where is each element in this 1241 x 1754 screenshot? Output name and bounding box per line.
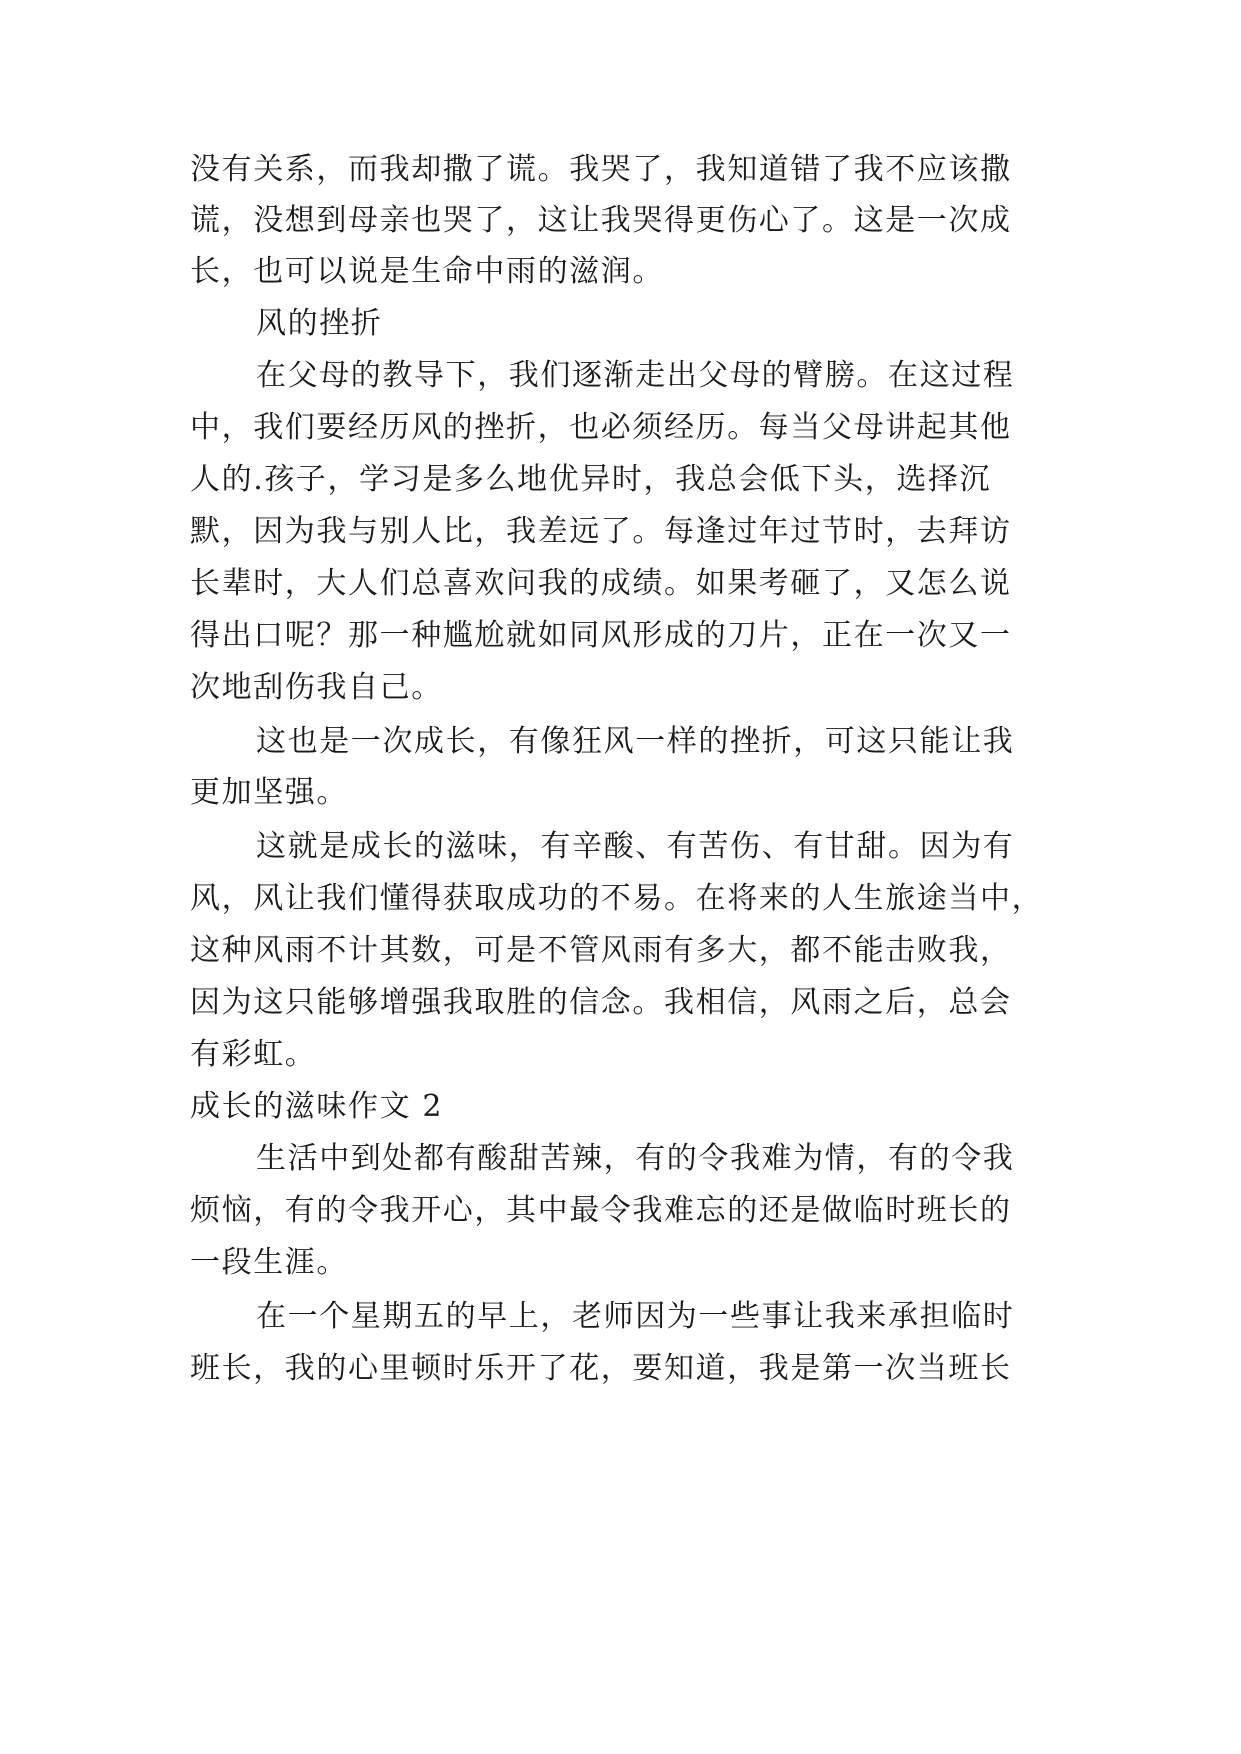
text-line: 中，我们要经历风的挫折，也必须经历。每当父母讲起其他 <box>190 410 1012 445</box>
text-line: 班长，我的心里顿时乐开了花，要知道，我是第一次当班长 <box>190 1351 1012 1386</box>
text-line: 因为这只能够增强我取胜的信念。我相信，风雨之后，总会 <box>190 985 1012 1020</box>
text-line: 更加坚强。 <box>190 775 348 810</box>
text-line: 这种风雨不计其数，可是不管风雨有多大，都不能击败我， <box>190 933 1012 968</box>
text-line: 有彩虹。 <box>190 1037 317 1072</box>
text-line: 烦恼，有的令我开心，其中最令我难忘的还是做临时班长的 <box>190 1193 1012 1228</box>
text-line: 生活中到处都有酸甜苦辣，有的令我难为情，有的令我 <box>256 1141 1015 1176</box>
text-line: 风，风让我们懂得获取成功的不易。在将来的人生旅途当中， <box>190 881 1044 916</box>
article-title: 成长的滋味作文 2 <box>190 1089 444 1124</box>
text-line: 这也是一次成长，有像狂风一样的挫折，可这只能让我 <box>256 724 1015 759</box>
text-line: 一段生涯。 <box>190 1245 348 1280</box>
text-line: 默，因为我与别人比，我差远了。每逢过年过节时，去拜访 <box>190 514 1012 549</box>
text-line: 没有关系，而我却撒了谎。我哭了，我知道错了我不应该撒 <box>190 152 1012 187</box>
section-heading: 风的挫折 <box>256 306 383 341</box>
text-line: 次地刮伤我自己。 <box>190 670 443 705</box>
text-line: 谎，没想到母亲也哭了，这让我哭得更伤心了。这是一次成 <box>190 203 1012 238</box>
text-line: 人的.孩子，学习是多么地优异时，我总会低下头，选择沉 <box>190 462 992 497</box>
text-line: 长辈时，大人们总喜欢问我的成绩。如果考砸了，又怎么说 <box>190 566 1012 601</box>
text-line: 这就是成长的滋味，有辛酸、有苦伤、有甘甜。因为有 <box>256 829 1015 864</box>
text-line: 长，也可以说是生命中雨的滋润。 <box>190 254 664 289</box>
text-line: 得出口呢？那一种尴尬就如同风形成的刀片，正在一次又一 <box>190 618 1012 653</box>
text-line: 在一个星期五的早上，老师因为一些事让我来承担临时 <box>256 1299 1015 1334</box>
text-line: 在父母的教导下，我们逐渐走出父母的臂膀。在这过程 <box>256 358 1015 393</box>
